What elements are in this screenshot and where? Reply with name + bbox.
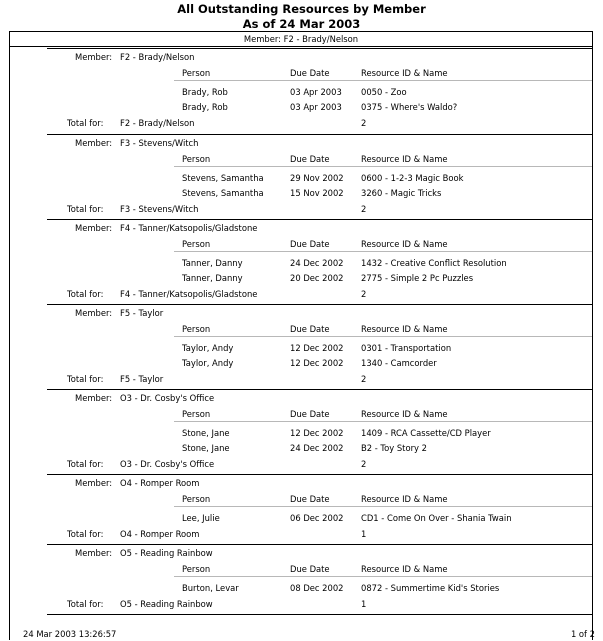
total-member-name: F2 - Brady/Nelson <box>120 118 195 128</box>
total-count: 2 <box>361 204 367 214</box>
col-header-person: Person <box>182 409 211 419</box>
member-name: O5 - Reading Rainbow <box>120 548 213 558</box>
due-date-cell: 08 Dec 2002 <box>290 583 344 593</box>
member-label: Member: <box>75 393 113 403</box>
footer-timestamp: 24 Mar 2003 13:26:57 <box>23 629 117 639</box>
person-cell: Taylor, Andy <box>182 343 234 353</box>
member-name: O3 - Dr. Cosby's Office <box>120 393 215 403</box>
person-cell: Tanner, Danny <box>182 258 243 268</box>
person-cell: Stevens, Samantha <box>182 188 264 198</box>
due-date-cell: 12 Dec 2002 <box>290 428 344 438</box>
member-label: Member: <box>75 308 113 318</box>
col-header-due-date: Due Date <box>290 68 330 78</box>
col-header-resource: Resource ID & Name <box>361 494 448 504</box>
total-label: Total for: <box>67 459 104 469</box>
header-underline <box>174 166 592 167</box>
group-separator <box>47 48 592 49</box>
resource-cell: 1409 - RCA Cassette/CD Player <box>361 428 491 438</box>
col-header-person: Person <box>182 239 211 249</box>
person-cell: Taylor, Andy <box>182 358 234 368</box>
person-cell: Stevens, Samantha <box>182 173 264 183</box>
total-count: 1 <box>361 529 367 539</box>
total-member-name: O3 - Dr. Cosby's Office <box>120 459 215 469</box>
resource-cell: 2775 - Simple 2 Pc Puzzles <box>361 273 474 283</box>
col-header-due-date: Due Date <box>290 409 330 419</box>
total-member-name: F5 - Taylor <box>120 374 164 384</box>
resource-cell: CD1 - Come On Over - Shania Twain <box>361 513 512 523</box>
member-name: F3 - Stevens/Witch <box>120 138 199 148</box>
due-date-cell: 03 Apr 2003 <box>290 87 342 97</box>
due-date-cell: 29 Nov 2002 <box>290 173 344 183</box>
person-cell: Brady, Rob <box>182 102 228 112</box>
person-cell: Tanner, Danny <box>182 273 243 283</box>
col-header-resource: Resource ID & Name <box>361 239 448 249</box>
person-cell: Lee, Julie <box>182 513 220 523</box>
header-underline <box>174 336 592 337</box>
group-separator <box>47 614 592 615</box>
col-header-resource: Resource ID & Name <box>361 154 448 164</box>
total-count: 2 <box>361 459 367 469</box>
resource-cell: B2 - Toy Story 2 <box>361 443 427 453</box>
total-label: Total for: <box>67 118 104 128</box>
page-header: Member: F2 - Brady/Nelson <box>10 32 592 47</box>
col-header-resource: Resource ID & Name <box>361 68 448 78</box>
col-header-person: Person <box>182 494 211 504</box>
col-header-person: Person <box>182 154 211 164</box>
person-cell: Burton, Levar <box>182 583 239 593</box>
member-label: Member: <box>75 478 113 488</box>
member-label: Member: <box>75 138 113 148</box>
total-label: Total for: <box>67 204 104 214</box>
report-body <box>9 31 593 640</box>
due-date-cell: 15 Nov 2002 <box>290 188 344 198</box>
person-cell: Brady, Rob <box>182 87 228 97</box>
resource-cell: 1432 - Creative Conflict Resolution <box>361 258 507 268</box>
col-header-person: Person <box>182 68 211 78</box>
col-header-resource: Resource ID & Name <box>361 564 448 574</box>
col-header-person: Person <box>182 564 211 574</box>
total-member-name: O4 - Romper Room <box>120 529 200 539</box>
col-header-due-date: Due Date <box>290 324 330 334</box>
group-separator <box>47 304 592 305</box>
group-separator <box>47 134 592 135</box>
footer-page-number: 1 of 2 <box>570 629 595 639</box>
resource-cell: 0600 - 1-2-3 Magic Book <box>361 173 464 183</box>
total-member-name: F4 - Tanner/Katsopolis/Gladstone <box>120 289 258 299</box>
total-label: Total for: <box>67 374 104 384</box>
member-name: F4 - Tanner/Katsopolis/Gladstone <box>120 223 258 233</box>
resource-cell: 0872 - Summertime Kid's Stories <box>361 583 500 593</box>
col-header-resource: Resource ID & Name <box>361 409 448 419</box>
resource-cell: 0301 - Transportation <box>361 343 452 353</box>
header-underline <box>174 506 592 507</box>
header-underline <box>174 421 592 422</box>
member-label: Member: <box>75 548 113 558</box>
total-count: 2 <box>361 118 367 128</box>
header-underline <box>174 576 592 577</box>
resource-cell: 0050 - Zoo <box>361 87 407 97</box>
member-name: O4 - Romper Room <box>120 478 200 488</box>
member-label: Member: <box>75 52 113 62</box>
report-title: All Outstanding Resources by Member <box>177 2 426 16</box>
resource-cell: 3260 - Magic Tricks <box>361 188 442 198</box>
due-date-cell: 06 Dec 2002 <box>290 513 344 523</box>
total-label: Total for: <box>67 529 104 539</box>
due-date-cell: 12 Dec 2002 <box>290 343 344 353</box>
person-cell: Stone, Jane <box>182 428 230 438</box>
due-date-cell: 24 Dec 2002 <box>290 443 344 453</box>
col-header-resource: Resource ID & Name <box>361 324 448 334</box>
header-underline <box>174 80 592 81</box>
col-header-due-date: Due Date <box>290 564 330 574</box>
col-header-due-date: Due Date <box>290 239 330 249</box>
group-separator <box>47 474 592 475</box>
total-count: 1 <box>361 599 367 609</box>
total-count: 2 <box>361 374 367 384</box>
total-label: Total for: <box>67 289 104 299</box>
group-separator <box>47 544 592 545</box>
col-header-person: Person <box>182 324 211 334</box>
total-member-name: F3 - Stevens/Witch <box>120 204 199 214</box>
report-subtitle: As of 24 Mar 2003 <box>242 17 361 31</box>
member-label: Member: <box>75 223 113 233</box>
total-member-name: O5 - Reading Rainbow <box>120 599 213 609</box>
due-date-cell: 03 Apr 2003 <box>290 102 342 112</box>
resource-cell: 1340 - Camcorder <box>361 358 437 368</box>
resource-cell: 0375 - Where's Waldo? <box>361 102 458 112</box>
due-date-cell: 20 Dec 2002 <box>290 273 344 283</box>
total-count: 2 <box>361 289 367 299</box>
total-label: Total for: <box>67 599 104 609</box>
group-separator <box>47 219 592 220</box>
col-header-due-date: Due Date <box>290 494 330 504</box>
header-underline <box>174 251 592 252</box>
member-name: F2 - Brady/Nelson <box>120 52 195 62</box>
due-date-cell: 12 Dec 2002 <box>290 358 344 368</box>
col-header-due-date: Due Date <box>290 154 330 164</box>
person-cell: Stone, Jane <box>182 443 230 453</box>
due-date-cell: 24 Dec 2002 <box>290 258 344 268</box>
group-separator <box>47 389 592 390</box>
member-name: F5 - Taylor <box>120 308 164 318</box>
